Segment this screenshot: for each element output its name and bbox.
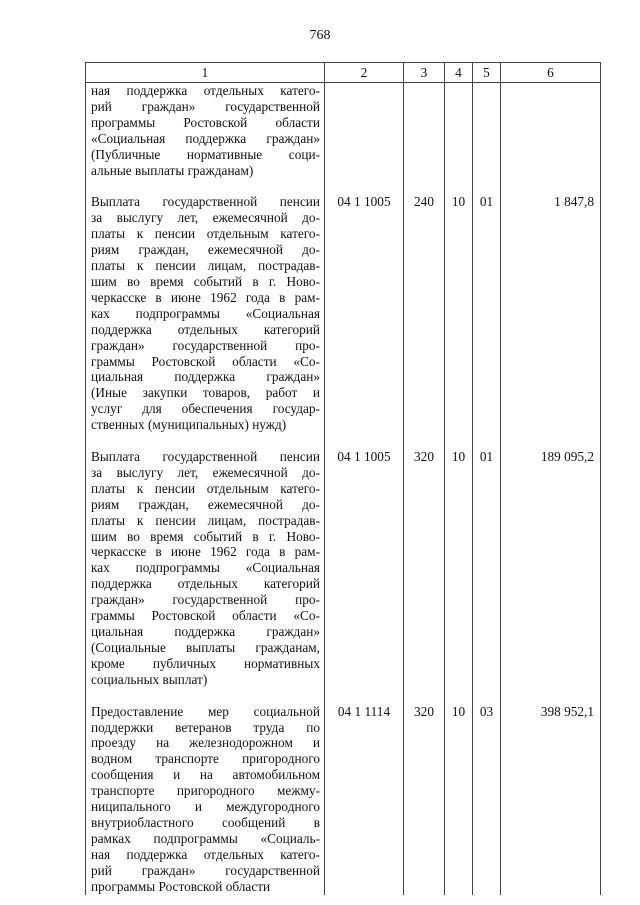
target-article-code: 04 1 1005 bbox=[325, 194, 404, 433]
header-row bbox=[86, 63, 601, 83]
row-name-line: риям граждан, ежемесячной до- bbox=[91, 242, 320, 258]
row-name-line: шим во время событий в г. Ново- bbox=[91, 528, 320, 544]
section-code: 10 bbox=[445, 449, 473, 688]
spacer-cell bbox=[501, 178, 601, 194]
row-name-line: ниципального и междугородного bbox=[91, 799, 320, 815]
row-name-line: программы Ростовской области bbox=[91, 114, 320, 130]
spacer-cell bbox=[404, 688, 445, 704]
spacer-cell bbox=[473, 178, 501, 194]
spacer-cell bbox=[404, 178, 445, 194]
row-name-line: социальных выплат) bbox=[91, 671, 208, 687]
expense-type-code: 240 bbox=[404, 194, 445, 433]
expense-type-code bbox=[404, 83, 445, 179]
row-name-line: поддержка отдельных категорий bbox=[91, 321, 320, 337]
row-name-line: (Публичные нормативные соци- bbox=[91, 146, 320, 162]
spacer-cell bbox=[445, 688, 473, 704]
row-name-line: Выплата государственной пенсии bbox=[91, 449, 320, 465]
spacer-cell bbox=[445, 433, 473, 449]
row-name-line: водном транспорте пригородного bbox=[91, 751, 320, 767]
row-name-line: (Иные закупки товаров, работ и bbox=[91, 385, 320, 401]
table-row bbox=[86, 83, 601, 179]
row-name-line: проезду на железнодорожном и bbox=[91, 735, 320, 751]
spacer-cell bbox=[325, 688, 404, 704]
row-name-line: услуг для обеспечения государ- bbox=[91, 401, 320, 417]
row-name-cell bbox=[86, 194, 325, 433]
amount-value: 398 952,1 bbox=[501, 704, 601, 895]
row-name-line: поддержка отдельных категорий bbox=[91, 576, 320, 592]
row-name-line: рамках подпрограммы «Социаль- bbox=[91, 830, 320, 846]
header-col-1: 1 bbox=[86, 63, 325, 83]
row-name-line: платы к пенсии лицам, пострадав- bbox=[91, 512, 320, 528]
row-name-line: рий граждан» государственной bbox=[91, 862, 320, 878]
subsection-code: 03 bbox=[473, 704, 501, 895]
row-name-line: сообщения и на автомобильном bbox=[91, 767, 320, 783]
row-name-line: циальная поддержка граждан» bbox=[91, 369, 320, 385]
row-spacer bbox=[86, 178, 601, 194]
table-row bbox=[86, 704, 601, 895]
expense-type-code: 320 bbox=[404, 704, 445, 895]
row-name-line: Выплата государственной пенсии bbox=[91, 194, 320, 210]
row-name-line: циальная поддержка граждан» bbox=[91, 624, 320, 639]
spacer-cell bbox=[501, 433, 601, 449]
amount-value: 189 095,2 bbox=[501, 449, 601, 688]
spacer-cell bbox=[86, 433, 325, 449]
row-name-cell bbox=[86, 704, 325, 895]
expense-type-code: 320 bbox=[404, 449, 445, 688]
row-name-line: кроме публичных нормативных bbox=[91, 655, 320, 671]
row-name-line: граждан» государственной про- bbox=[91, 592, 320, 608]
budget-table bbox=[85, 62, 601, 895]
subsection-code: 01 bbox=[473, 194, 501, 433]
target-article-code: 04 1 1005 bbox=[325, 449, 404, 688]
header-col-4: 4 bbox=[445, 63, 473, 83]
spacer-cell bbox=[473, 433, 501, 449]
amount-value: 1 847,8 bbox=[501, 194, 601, 433]
spacer-cell bbox=[325, 178, 404, 194]
section-code bbox=[445, 83, 473, 179]
subsection-code bbox=[473, 83, 501, 179]
row-name-line: черкасске в июне 1962 года в рам- bbox=[91, 544, 320, 560]
row-name-line: ках подпрограммы «Социальная bbox=[91, 560, 320, 576]
row-name-line: (Социальные выплаты гражданам, bbox=[91, 639, 320, 655]
spacer-cell bbox=[86, 178, 325, 194]
row-name-line: граждан» государственной про- bbox=[91, 337, 320, 353]
row-name-line: ная поддержка отдельных катего- bbox=[91, 83, 320, 98]
row-name-line: ная поддержка отдельных катего- bbox=[91, 846, 320, 862]
spacer-cell bbox=[445, 178, 473, 194]
row-name-line: внутриобластного сообщений в bbox=[91, 814, 320, 830]
row-name-line: рий граждан» государственной bbox=[91, 98, 320, 114]
row-name-line: за выслугу лет, ежемесячной до- bbox=[91, 464, 320, 480]
table-row bbox=[86, 449, 601, 688]
row-name-line: риям граждан, ежемесячной до- bbox=[91, 496, 320, 512]
page-number: 768 bbox=[309, 28, 331, 43]
header-col-2: 2 bbox=[325, 63, 404, 83]
target-article-code bbox=[325, 83, 404, 179]
row-spacer bbox=[86, 688, 601, 704]
spacer-cell bbox=[86, 688, 325, 704]
row-name-line: платы к пенсии отдельным катего- bbox=[91, 480, 320, 496]
row-name-line: поддержки ветеранов труда по bbox=[91, 719, 320, 735]
row-name-line: Предоставление мер социальной bbox=[91, 703, 320, 719]
row-name-line: черкасске в июне 1962 года в рам- bbox=[91, 289, 320, 305]
row-spacer bbox=[86, 433, 601, 449]
row-name-line: платы к пенсии отдельным катего- bbox=[91, 226, 320, 242]
row-name-line: ках подпрограммы «Социальная bbox=[91, 305, 320, 321]
row-name-line: «Социальная поддержка граждан» bbox=[91, 130, 320, 146]
row-name-line: шим во время событий в г. Ново- bbox=[91, 273, 320, 289]
spacer-cell bbox=[325, 433, 404, 449]
row-name-line: граммы Ростовской области «Со- bbox=[91, 353, 320, 369]
header-col-3: 3 bbox=[404, 63, 445, 83]
header-col-5: 5 bbox=[473, 63, 501, 83]
subsection-code: 01 bbox=[473, 449, 501, 688]
header-col-6: 6 bbox=[501, 63, 601, 83]
row-name-line: граммы Ростовской области «Со- bbox=[91, 608, 320, 624]
row-name-cell bbox=[86, 83, 325, 179]
section-code: 10 bbox=[445, 704, 473, 895]
row-name-line: ственных (муниципальных) нужд) bbox=[91, 417, 287, 433]
row-name-line: транспорте пригородного межму- bbox=[91, 783, 320, 799]
spacer-cell bbox=[404, 433, 445, 449]
row-name-line: программы Ростовской области bbox=[91, 878, 271, 894]
row-name-line: альные выплаты гражданам) bbox=[91, 162, 254, 178]
section-code: 10 bbox=[445, 194, 473, 433]
row-name-cell bbox=[86, 449, 325, 688]
spacer-cell bbox=[501, 688, 601, 704]
table-row bbox=[86, 194, 601, 433]
target-article-code: 04 1 1114 bbox=[325, 704, 404, 895]
row-name-line: за выслугу лет, ежемесячной до- bbox=[91, 210, 320, 226]
table-body bbox=[86, 83, 601, 895]
amount-value bbox=[501, 83, 601, 179]
spacer-cell bbox=[473, 688, 501, 704]
row-name-line: платы к пенсии лицам, пострадав- bbox=[91, 258, 320, 274]
